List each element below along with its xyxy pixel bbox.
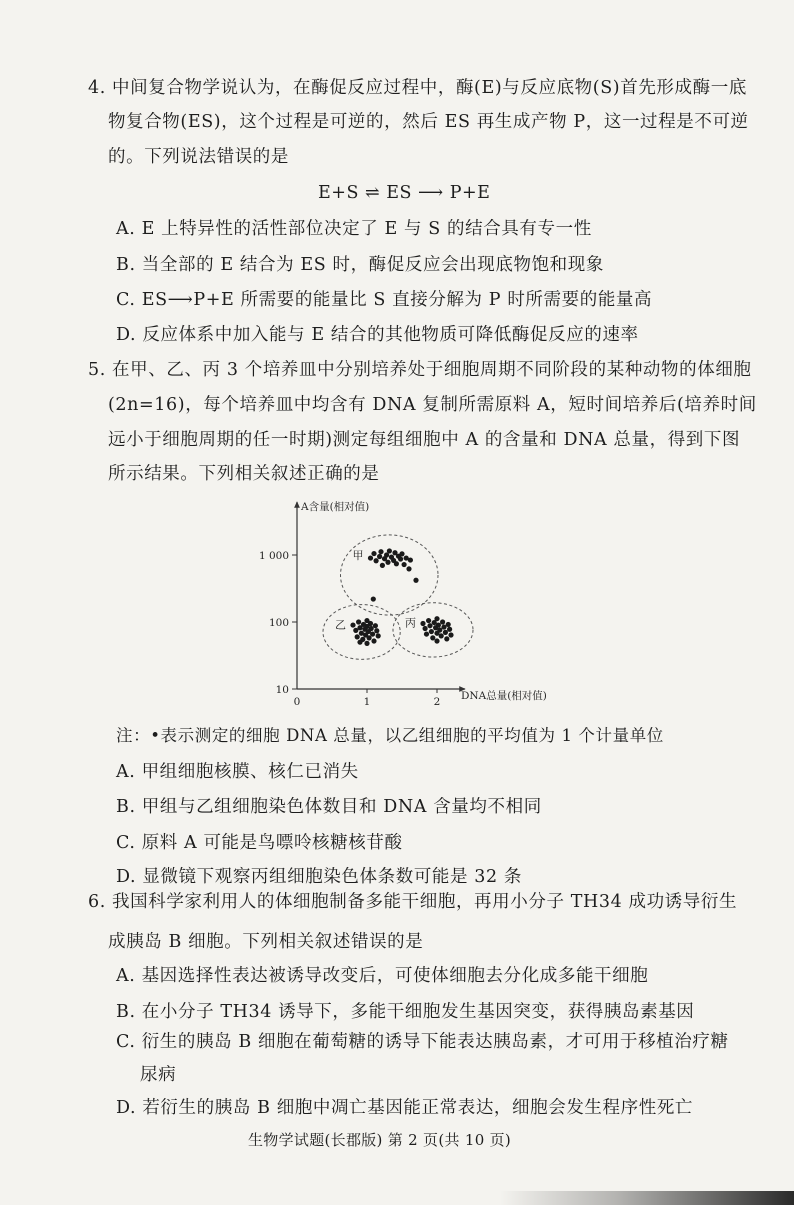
- q6-option-a: A. 基因选择性表达被诱导改变后，可使体细胞去分化成多能干细胞: [116, 966, 649, 986]
- q4-option-c: C. ES⟶P+E 所需要的能量比 S 直接分解为 P 时所需要的能量高: [116, 290, 653, 310]
- q6-option-b: B. 在小分子 TH34 诱导下，多能干细胞发生基因突变，获得胰岛素基因: [116, 1002, 695, 1022]
- q4-option-a: A. E 上特异性的活性部位决定了 E 与 S 的结合具有专一性: [116, 219, 592, 239]
- data-point: [387, 548, 392, 553]
- data-point: [430, 635, 435, 640]
- q5-option-b: B. 甲组与乙组细胞染色体数目和 DNA 含量均不相同: [116, 797, 542, 817]
- data-point: [408, 557, 413, 562]
- data-point: [443, 630, 448, 635]
- q6-option-d: D. 若衍生的胰岛 B 细胞中凋亡基因能正常表达，细胞会发生程序性死亡: [116, 1098, 694, 1118]
- data-point: [371, 551, 376, 556]
- group-label: 乙: [335, 618, 346, 632]
- data-point: [370, 631, 375, 636]
- data-point: [434, 638, 439, 643]
- q4-stem-line-2: 物复合物(ES)，这个过程是可逆的，然后 ES 再生成产物 P，这一过程是不可逆: [108, 112, 749, 132]
- x-tick-label: 0: [293, 696, 301, 708]
- x-tick-label: 2: [433, 696, 441, 708]
- y-tick-label: 1 000: [258, 550, 289, 562]
- data-point: [402, 562, 407, 567]
- data-point: [364, 641, 369, 646]
- q4-stem-line-3: 的。下列说法错误的是: [108, 147, 289, 167]
- data-point: [356, 619, 361, 624]
- data-point: [385, 560, 390, 565]
- data-point: [357, 640, 362, 645]
- data-point: [380, 563, 385, 568]
- x-tick-label: 1: [363, 696, 371, 708]
- group-label: 丙: [405, 616, 416, 630]
- data-point: [374, 628, 379, 633]
- data-point: [448, 632, 453, 637]
- q5-option-d: D. 显微镜下观察丙组细胞染色体条数可能是 32 条: [116, 867, 523, 887]
- data-point: [394, 561, 399, 566]
- data-point: [373, 623, 378, 628]
- page-footer: 生物学试题(长郡版) 第 2 页(共 10 页): [248, 1131, 512, 1149]
- q4-option-b: B. 当全部的 E 结合为 ES 时，酶促反应会出现底物饱和现象: [116, 255, 604, 275]
- data-point: [398, 556, 403, 561]
- data-point: [447, 627, 452, 632]
- y-tick-label: 10: [275, 684, 289, 696]
- data-point: [439, 633, 444, 638]
- scatter-chart: [255, 496, 575, 714]
- data-point: [444, 636, 449, 641]
- q4-equation: E+S ⇌ ES ⟶ P+E: [318, 183, 491, 203]
- y-tick-label: 100: [268, 617, 289, 629]
- data-point: [378, 549, 383, 554]
- q4-stem-line-1: 4. 中间复合物学说认为，在酶促反应过程中，酶(E)与反应底物(S)首先形成酶一底: [88, 78, 747, 98]
- data-point: [427, 623, 432, 628]
- x-axis-label: DNA总量(相对值): [461, 690, 547, 702]
- data-point: [406, 566, 411, 571]
- q5-stem-line-3: 远小于细胞周期的任一时期)测定每组细胞中 A 的含量和 DNA 总量，得到下图: [108, 430, 741, 450]
- data-point: [374, 558, 379, 563]
- q5-stem-line-1: 5. 在甲、乙、丙 3 个培养皿中分别培养处于细胞周期不同阶段的某种动物的体细胞: [88, 360, 752, 380]
- data-point: [355, 634, 360, 639]
- q5-option-c: C. 原料 A 可能是鸟嘌呤核糖核苷酸: [116, 833, 403, 853]
- data-point: [437, 627, 442, 632]
- q5-stem-line-4: 所示结果。下列相关叙述正确的是: [108, 464, 380, 484]
- data-point: [420, 621, 425, 626]
- q5-stem-line-2: (2n=16)，每个培养皿中均含有 DNA 复制所需原料 A，短时间培养后(培养时间: [108, 395, 757, 415]
- group-label: 甲: [352, 548, 364, 562]
- data-point: [376, 633, 381, 638]
- data-point: [424, 631, 429, 636]
- data-point: [368, 555, 373, 560]
- q6-option-c: C. 衍生的胰岛 B 细胞在葡萄糖的诱导下能表达胰岛素，才可用于移植治疗糖: [116, 1032, 729, 1052]
- q4-option-d: D. 反应体系中加入能与 E 结合的其他物质可降低酶促反应的速率: [116, 325, 639, 345]
- data-point: [377, 554, 382, 559]
- data-point: [434, 616, 439, 621]
- data-point: [423, 626, 428, 631]
- q5-option-a: A. 甲组细胞核膜、核仁已消失: [116, 762, 359, 782]
- data-point: [368, 621, 373, 626]
- q5-note: 注：•表示测定的细胞 DNA 总量，以乙组细胞的平均值为 1 个计量单位: [116, 726, 664, 745]
- data-point: [399, 551, 404, 556]
- data-point: [440, 619, 445, 624]
- data-point: [446, 622, 451, 627]
- data-point: [436, 622, 441, 627]
- q6-option-c-continued: 尿病: [140, 1065, 177, 1085]
- q6-stem-line-1: 6. 我国科学家利用人的体细胞制备多能干细胞，再用小分子 TH34 成功诱导衍生: [88, 892, 738, 912]
- y-axis-label: A含量(相对值): [301, 501, 370, 513]
- data-point: [426, 618, 431, 623]
- data-point: [371, 596, 376, 601]
- q6-stem-line-2: 成胰岛 B 细胞。下列相关叙述错误的是: [108, 932, 424, 952]
- data-point: [413, 578, 418, 583]
- data-point: [350, 622, 355, 627]
- data-point: [429, 629, 434, 634]
- scan-edge-shadow: [500, 1191, 794, 1205]
- data-point: [371, 638, 376, 643]
